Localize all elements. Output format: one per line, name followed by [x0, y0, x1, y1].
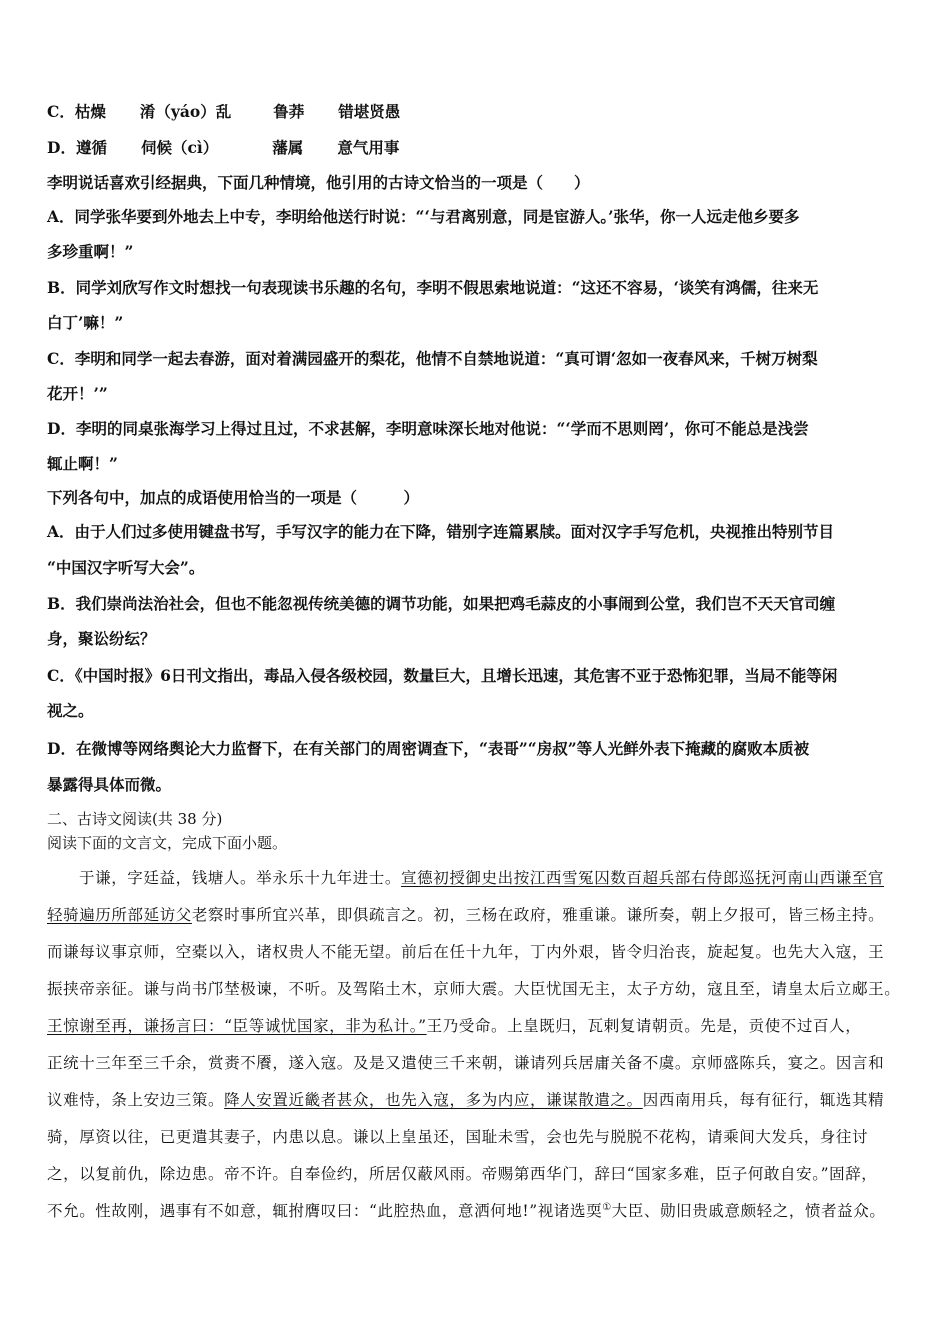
- question-idiom-option-b-line1: B．我们崇尚法治社会，但也不能忽视传统美德的调节功能，如果把鸡毛蒜皮的小事闹到公堂，我们岂不天天官司缠: [47, 594, 836, 613]
- passage-line-1: 于谦，字廷益，钱塘人。举永乐十九年进士。宣德初授御史出按江西雪冤囚数百超兵部右侍郎巡抚河南山西谦至官: [79, 869, 885, 887]
- passage-line-4: 振挟帝亲征。谦与尚书邝埜极谏，不听。及驾陷土木，京师大震。大臣忧国无主，太子方幼，寇且至，请皇太后立郕王。: [47, 980, 901, 998]
- question-quote-option-a-line2: 多珍重啊！”: [47, 242, 134, 261]
- question-idiom-option-c-line2: 视之。: [47, 701, 94, 720]
- question-quote-option-a-line1: A．同学张华要到外地去上中专，李明给他送行时说：“‘与君离别意，同是宦游人。’张华，你一人远走他乡要多: [47, 207, 800, 226]
- question-quote-option-b-line1: B．同学刘欣写作文时想找一句表现读书乐趣的名句，李明不假思索地说道：“这还不容易，‘谈笑有鸿儒，往来无: [47, 278, 819, 297]
- question-quote-option-c-line1: C．李明和同学一起去春游，面对着满园盛开的梨花，他情不自禁地说道：“真可谓‘忽如一夜春风来，千树万树梨: [47, 349, 818, 368]
- question-idiom-option-c-line1: C．《中国时报》6日刊文指出，毒品入侵各级校园，数量巨大，且增长迅速，其危害不亚于恐怖犯罪，当局不能等闲: [47, 666, 838, 685]
- question-quote-option-b-line2: 白丁’嘛！”: [47, 313, 124, 332]
- footnote-marker: ①: [602, 1201, 612, 1213]
- question-idiom-option-d-line2: 暴露得具体而微。: [47, 775, 172, 794]
- underlined-sentence-1-cont: 轻骑遍历所部延访父: [47, 906, 192, 924]
- passage-line-8: 骑，厚资以往，已更遣其妻子，内患以息。谦以上皇虽还，国耻未雪，会也先与脱脱不花构，请乘间大发兵，身往讨: [47, 1128, 869, 1146]
- question-quote-option-c-line2: 花开！’”: [47, 384, 108, 403]
- passage-line-3: 而谦每议事京师，空橐以入，诸权贵人不能无望。前后在任十九年，丁内外艰，皆令归治丧，旋起复。也先大入寇，王: [47, 943, 885, 961]
- question-idiom-option-a-line2: “中国汉字听写大会”。: [47, 558, 205, 577]
- section-instruction: 阅读下面的文言文，完成下面小题。: [47, 834, 288, 852]
- underlined-sentence-1: 宣德初授御史出按江西雪冤囚数百超兵部右侍郎巡抚河南山西谦至官: [401, 869, 885, 887]
- question-idiom-option-a-line1: A．由于人们过多使用键盘书写，手写汉字的能力在下降，错别字连篇累牍。面对汉字手写危机，央视推出特别节目: [47, 522, 835, 541]
- question-quote-stem: 李明说话喜欢引经据典，下面几种情境，他引用的古诗文恰当的一项是（ ）: [47, 173, 590, 192]
- passage-line-2: 轻骑遍历所部延访父老察时事所宜兴革，即俱疏言之。初，三杨在政府，雅重谦。谦所奏，朝上夕报可，皆三杨主持。: [47, 906, 885, 924]
- question-idiom-option-d-line1: D．在微博等网络舆论大力监督下，在有关部门的周密调查下，“表哥”“房叔”等人光鲜外表下掩藏的腐败本质被: [47, 739, 810, 758]
- question-idiom-option-b-line2: 身，聚讼纷纭？: [47, 629, 156, 648]
- passage-line-7: 议难恃，条上安边三策。降人安置近畿者甚众，也先入寇，多为内应，谦谋散遣之。因西南用兵，每有征行，辄选其精: [47, 1091, 885, 1109]
- question-quote-option-d-line2: 辄止啊！”: [47, 454, 118, 473]
- passage-line-9: 之，以复前仇，除边患。帝不许。自奉俭约，所居仅蔽风雨。帝赐第西华门，辞曰“国家多难，臣子何敢自安。”固辞，: [47, 1165, 878, 1183]
- passage-line-6: 正统十三年至三千余，赏赉不餍，遂入寇。及是又遣使三千来朝，谦请列兵居庸关备不虞。京师盛陈兵，宴之。因言和: [47, 1054, 885, 1072]
- underlined-sentence-2: 王惊谢至再，谦扬言曰：“臣等诚忧国家，非为私计。”: [47, 1017, 427, 1035]
- option-c-words: C．枯燥 淆（yáo）乱 鲁莽 错堪贤愚: [47, 102, 401, 121]
- passage-line-5: 王惊谢至再，谦扬言曰：“臣等诚忧国家，非为私计。”王乃受命。上皇既归，瓦剌复请朝贡。先是，贡使不过百人，: [47, 1017, 862, 1035]
- underlined-sentence-3: 降人安置近畿者甚众，也先入寇，多为内应，谦谋散遣之。: [224, 1091, 643, 1109]
- option-d-words: D．遵循 伺候（cì） 藩属 意气用事: [47, 138, 400, 157]
- section-title: 二、古诗文阅读(共 38 分): [47, 810, 223, 828]
- passage-line-10: 不允。性故刚，遇事有不如意，辄拊膺叹曰：“此腔热血，意洒何地!”视诸选耎①大臣、勋旧贵戚意颇轻之，愤者益众。: [47, 1201, 886, 1220]
- question-quote-option-d-line1: D．李明的同桌张海学习上得过且过，不求甚解，李明意味深长地对他说：“‘学而不思则罔’，你可不能总是浅尝: [47, 419, 809, 438]
- question-idiom-stem: 下列各句中，加点的成语使用恰当的一项是（ ）: [47, 488, 420, 507]
